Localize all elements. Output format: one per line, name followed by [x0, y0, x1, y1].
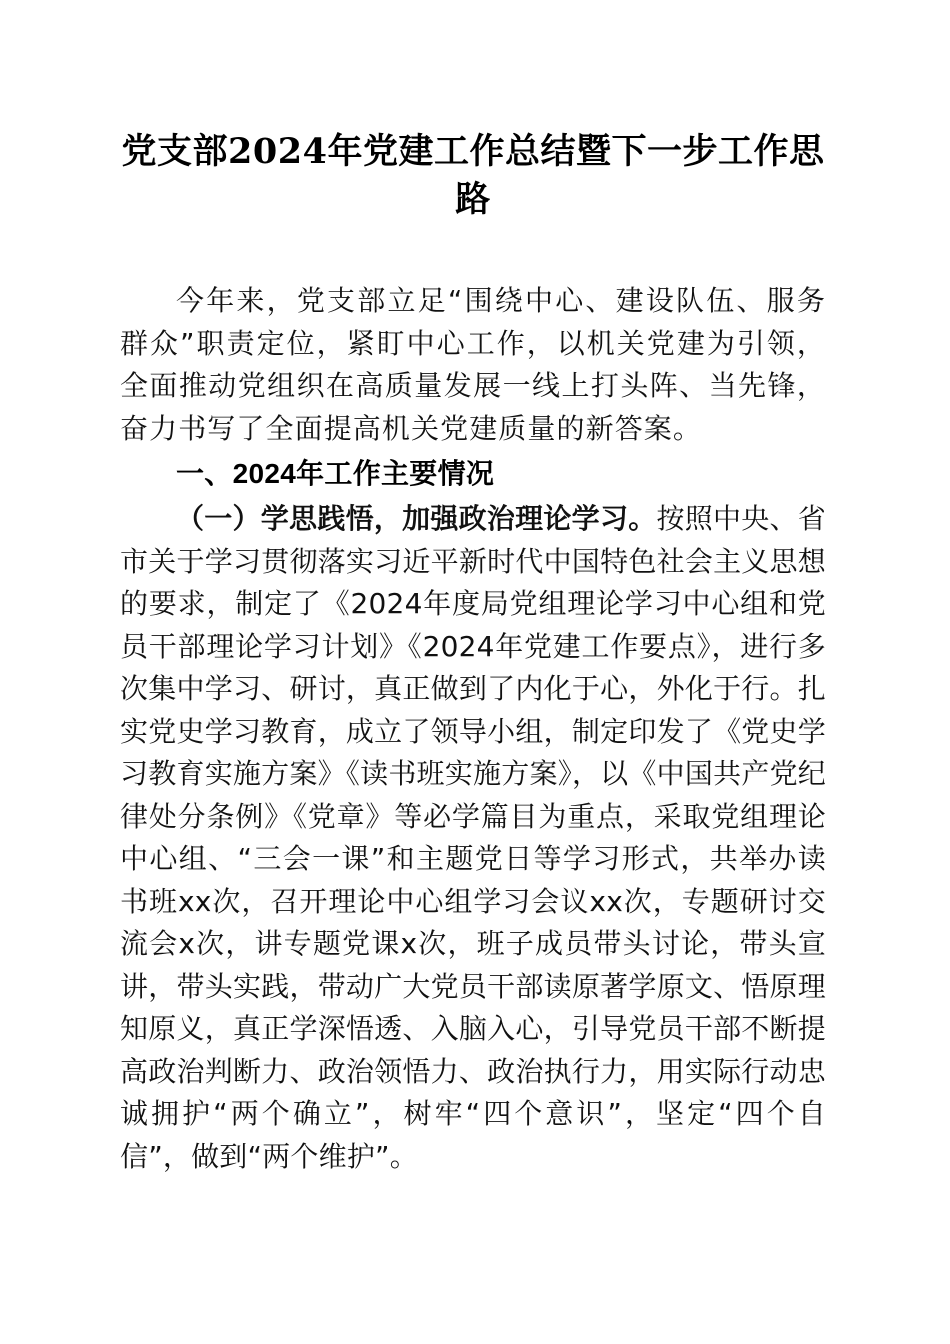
page-title: 党支部2024年党建工作总结暨下一步工作思路 — [121, 131, 825, 220]
title-spacer — [120, 224, 826, 280]
paragraph-section-1-item-1-body: 按照中央、省市关于学习贯彻落实习近平新时代中国特色社会主义思想的要求，制定了《2024年度局党组理论学习中心组和党员干部理论学习计划》《2024年党建工作要点》，进行多次集中学习、研讨，真正做到了内化于心，外化于行。扎实党史学习教育，成立了领导小组，制定印发了《党史学习教育实施方案》《读书班实施方案》，以《中国共产党纪律处分条例》《党章》等必学篇目为重点，采取党组理论中心组、“三会一课”和主题党日等学习形式，共举办读书班xx次，召开理论中心组学习会议xx次，专题研讨交流会x次，讲专题党课x次，班子成员带头讨论，带头宣讲，带头实践，带动广大党员干部读原著学原文、悟原理知原义，真正学深悟透、入脑入心，引导党员干部不断提高政治判断力、政治领悟力、政治执行力，用实际行动忠诚拥护“两个确立”，树牢“四个意识”，坚定“四个自信”，做到“两个维护”。 — [120, 502, 827, 1173]
subheading-1-1: （一）学思践悟，加强政治理论学习。 — [176, 502, 657, 535]
section-heading-1: 一、2024年工作主要情况 — [176, 458, 495, 489]
paragraph-opening: 今年来，党支部立足“围绕中心、建设队伍、服务群众”职责定位，紧盯中心工作，以机关党建为引领，全面推动党组织在高质量发展一线上打头阵、当先锋，奋力书写了全面提高机关党建质量的新答案。 — [120, 284, 826, 445]
paragraph-section-1-item-1 — [120, 498, 826, 1178]
page-content — [120, 0, 826, 1178]
